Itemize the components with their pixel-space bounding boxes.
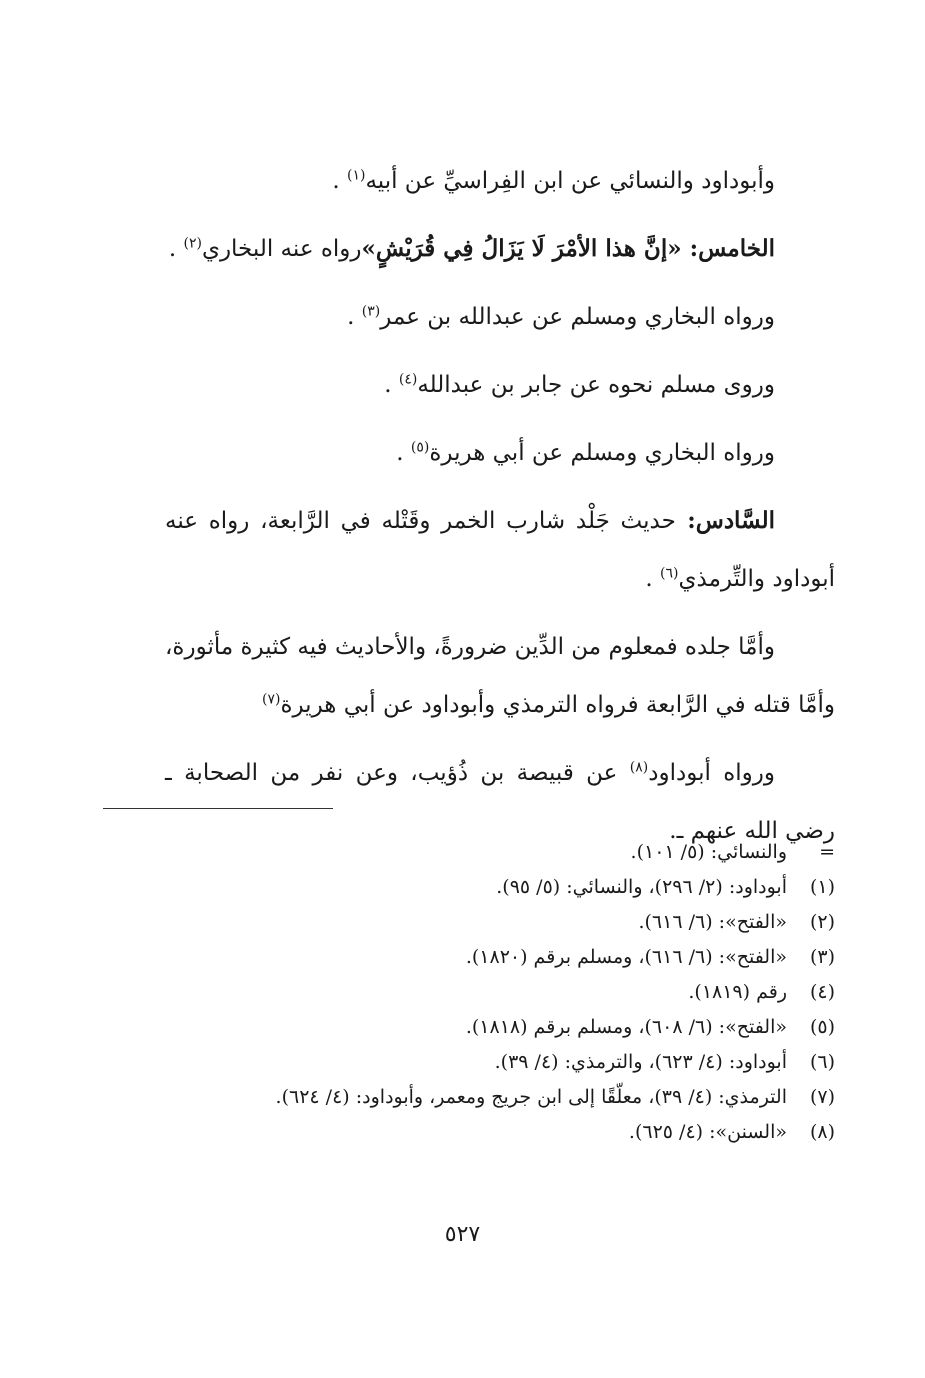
- paragraph-end: .: [396, 440, 411, 466]
- footnote-item: [95, 1010, 835, 1045]
- footnote-ref[interactable]: (١): [346, 167, 366, 184]
- hadith-quote: «إنَّ هذا الأمْرَ لَا يَزَالُ فِي قُرَيْشٍ»: [361, 235, 682, 262]
- paragraph-end: .: [384, 372, 399, 398]
- paragraph-text: حديث جَلْد شارب الخمر وقَتْله في الرَّابعة، رواه عنه أبوداود والتِّرمذي: [165, 508, 835, 592]
- section-label: السَّادس:: [675, 507, 775, 534]
- footnote-item: [95, 870, 835, 905]
- footnote-item: [95, 1045, 835, 1080]
- footnote-number: (٧): [809, 1086, 835, 1108]
- footnote-number: (٨): [809, 1121, 835, 1143]
- paragraph-end: .: [332, 168, 347, 194]
- paragraph-2: [165, 220, 835, 278]
- footnote-ref[interactable]: (٤): [398, 371, 418, 388]
- footnote-item: [95, 1115, 835, 1150]
- paragraph-text: رواه عنه البخاري: [201, 236, 362, 262]
- paragraph-end: .: [168, 236, 184, 262]
- footnote-number: (٢): [809, 911, 835, 933]
- footnote-text: «السنن»: (٤/ ٦٢٥).: [628, 1121, 787, 1143]
- footnote-number: (٣): [809, 946, 835, 968]
- paragraph-text: وأبوداود والنسائي عن ابن الفِراسيِّ عن أبيه: [365, 168, 775, 194]
- main-text: [165, 152, 835, 870]
- footnote-text: والنسائي: (٥/ ١٠١).: [630, 841, 787, 863]
- footnote-ref[interactable]: (٧): [261, 691, 281, 708]
- footnote-number: (٦): [809, 1051, 835, 1073]
- footnote-text: أبوداود: (٤/ ٦٢٣)، والترمذي: (٤/ ٣٩).: [494, 1051, 787, 1073]
- footnote-text: الترمذي: (٤/ ٣٩)، معلّقًا إلى ابن جريج ومعمر، وأبوداود: (٤/ ٦٢٤).: [275, 1086, 787, 1108]
- footnote-item: [95, 975, 835, 1010]
- paragraph-text: ورواه أبوداود: [648, 760, 775, 786]
- footnote-text: «الفتح»: (٦/ ٦١٦).: [638, 911, 787, 933]
- footnote-number: (١): [809, 876, 835, 898]
- footnote-text: «الفتح»: (٦/ ٦١٦)، ومسلم برقم (١٨٢٠).: [465, 946, 787, 968]
- footnote-text: «الفتح»: (٦/ ٦٠٨)، ومسلم برقم (١٨١٨).: [465, 1016, 787, 1038]
- paragraph-text: وروى مسلم نحوه عن جابر بن عبدالله: [417, 372, 775, 398]
- footnote-number: (٥): [809, 1016, 835, 1038]
- paragraph-4: [165, 356, 835, 414]
- footnote-number: (٤): [809, 981, 835, 1003]
- section-label: الخامس:: [681, 235, 775, 262]
- footnote-item: [95, 905, 835, 940]
- paragraph-text: ورواه البخاري ومسلم عن أبي هريرة: [429, 440, 775, 466]
- footnote-ref[interactable]: (٦): [660, 565, 679, 582]
- footnote-text: رقم (١٨١٩).: [688, 981, 787, 1003]
- footnote-item: [95, 940, 835, 975]
- paragraph-text: وأمَّا جلده فمعلوم من الدِّين ضرورةً، والأحاديث فيه كثيرة مأثورة، وأمَّا قتله في الرَّابعة فرواه الترمذي وأبوداود عن أبي هريرة: [165, 634, 835, 718]
- paragraph-text: ورواه البخاري ومسلم عن عبدالله بن عمر: [380, 304, 775, 330]
- footnote-number: =: [819, 841, 835, 863]
- footnote-ref[interactable]: (٢): [183, 235, 202, 252]
- footnote-ref[interactable]: (٣): [361, 303, 381, 320]
- paragraph-text-cont: عن قبيصة بن ذُؤيب، وعن نفر من الصحابة ـ رضي الله عنهم ـ.: [165, 760, 835, 844]
- footnote-item: [95, 1080, 835, 1115]
- footnote-ref[interactable]: (٨): [629, 759, 649, 776]
- paragraph-1: [165, 152, 835, 210]
- paragraph-3: [165, 288, 835, 346]
- footnote-ref[interactable]: (٥): [410, 439, 430, 456]
- footnote-text: أبوداود: (٢/ ٢٩٦)، والنسائي: (٥/ ٩٥).: [496, 876, 787, 898]
- paragraph-end: .: [347, 304, 362, 330]
- footnote-separator: [103, 808, 333, 809]
- page-number: ٥٢٧: [444, 1222, 481, 1247]
- paragraph-7: [165, 618, 835, 734]
- footnote-item: [95, 835, 835, 870]
- paragraph-end: .: [645, 566, 661, 592]
- paragraph-5: [165, 424, 835, 482]
- footnotes: [95, 835, 835, 1150]
- paragraph-6: [165, 492, 835, 608]
